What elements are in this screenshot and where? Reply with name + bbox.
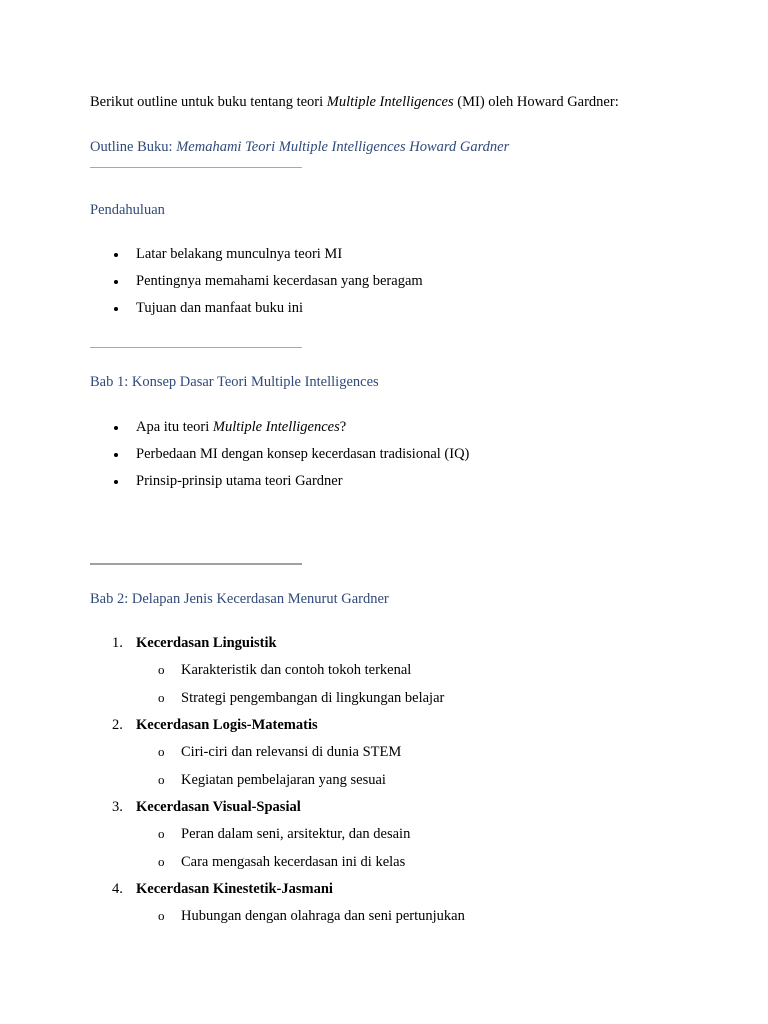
- list-item: Apa itu teori Multiple Intelligences?: [90, 418, 469, 445]
- intelligence-group: [90, 880, 465, 935]
- bullet-dot-icon: [114, 426, 118, 430]
- circle-bullet-icon: o: [158, 853, 165, 869]
- intro-text-before: Berikut outline untuk buku tentang teori: [90, 94, 327, 110]
- intelligences-list: [90, 634, 465, 935]
- section-heading-bab1: Bab 1: Konsep Dasar Teori Multiple Intelligences: [90, 374, 379, 390]
- circle-bullet-icon: o: [158, 662, 165, 677]
- intro-paragraph: [90, 93, 619, 111]
- bullet-dot-icon: [114, 453, 118, 457]
- outline-title: [90, 138, 509, 156]
- circle-bullet-icon: o: [158, 826, 165, 841]
- outline-title-italic: Memahami Teori Multiple Intelligences Howard Gardner: [176, 139, 510, 155]
- circle-bullet-icon: o: [158, 771, 165, 787]
- sub-list-item: o Peran dalam seni, arsitektur, dan desain: [158, 826, 411, 842]
- intro-text-after: (MI) oleh Howard Gardner:: [453, 94, 619, 110]
- list-item: Latar belakang munculnya teori MI: [90, 245, 423, 272]
- sub-list-item: o Strategi pengembangan di lingkungan belajar: [158, 689, 445, 706]
- divider-3: [90, 563, 302, 565]
- sub-list-item: o Kegiatan pembelajaran yang sesuai: [158, 771, 386, 788]
- intelligence-item: 1. Kecerdasan Linguistik: [112, 635, 277, 651]
- circle-bullet-icon: o: [158, 689, 165, 705]
- divider-1: [90, 167, 302, 168]
- bullet-dot-icon: [114, 307, 118, 311]
- pendahuluan-list: [90, 245, 423, 326]
- sub-list-item: o Hubungan dengan olahraga dan seni pertunjukan: [158, 908, 465, 924]
- intelligence-item: 3. Kecerdasan Visual-Spasial: [112, 799, 301, 815]
- bullet-dot-icon: [114, 280, 118, 284]
- outline-title-prefix: Outline Buku:: [90, 139, 177, 155]
- bab1-list: [90, 418, 469, 499]
- list-item: Pentingnya memahami kecerdasan yang beragam: [90, 272, 423, 299]
- sub-list-item: o Ciri-ciri dan relevansi di dunia STEM: [158, 744, 402, 760]
- list-item: Prinsip-prinsip utama teori Gardner: [90, 472, 469, 499]
- circle-bullet-icon: o: [158, 744, 165, 759]
- circle-bullet-icon: o: [158, 908, 165, 923]
- sub-list-item: o Karakteristik dan contoh tokoh terkenal: [158, 662, 412, 678]
- intelligence-item: 4. Kecerdasan Kinestetik-Jasmani: [112, 881, 333, 897]
- sub-list-item: o Cara mengasah kecerdasan ini di kelas: [158, 853, 406, 870]
- intelligence-group: [90, 716, 465, 798]
- section-heading-pendahuluan: Pendahuluan: [90, 202, 165, 218]
- bullet-dot-icon: [114, 253, 118, 257]
- list-item: Tujuan dan manfaat buku ini: [90, 299, 423, 326]
- intelligence-group: [90, 634, 465, 716]
- document-page: [90, 0, 730, 1024]
- bullet-dot-icon: [114, 480, 118, 484]
- section-heading-bab2: Bab 2: Delapan Jenis Kecerdasan Menurut Gardner: [90, 591, 389, 607]
- intro-text-italic: Multiple Intelligences: [326, 94, 454, 110]
- intelligence-item: 2. Kecerdasan Logis-Matematis: [112, 717, 318, 733]
- divider-2: [90, 347, 302, 348]
- list-item: Perbedaan MI dengan konsep kecerdasan tradisional (IQ): [90, 445, 469, 472]
- intelligence-group: [90, 798, 465, 880]
